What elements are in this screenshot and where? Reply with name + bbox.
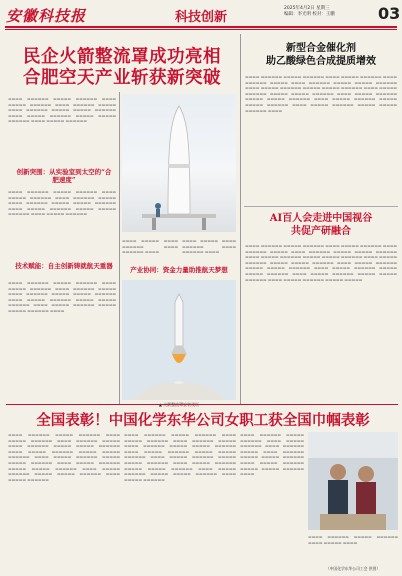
lead-body-text-2: ▬▬▬▬ ▬▬▬▬▬▬ ▬▬▬▬▬ ▬▬▬▬▬▬ ▬▬▬▬ ▬▬▬▬▬ ▬▬▬▬▬▬ ▬▬▬▬ ▬▬▬▬▬▬ ▬▬▬▬▬ ▬▬▬▬ ▬▬▬▬▬▬ ▬▬▬▬▬ ▬▬▬▬▬ ▬▬▬▬▬▬ ▬▬▬▬ ▬▬▬▬▬ ▬▬▬▬▬▬ ▬▬▬▬▬ ▬▬▬▬▬ ▬▬▬▬▬▬ ▬▬▬▬ ▬▬▬▬▬ ▬▬▬▬▬▬ [8,189,116,217]
story1-title-line2: 助乙酸绿色合成提质增效 [266,56,376,67]
banner-body-3: ▬▬▬▬ ▬▬▬▬▬▬ ▬▬▬▬▬ ▬▬▬▬▬▬ ▬▬▬▬ ▬▬▬▬▬ ▬▬▬▬▬▬ ▬▬▬▬ ▬▬▬▬▬▬ ▬▬▬▬▬ ▬▬▬▬ ▬▬▬▬▬▬ ▬▬▬▬▬ ▬▬▬▬▬ ▬▬▬▬▬▬ ▬▬▬▬ ▬▬▬▬▬ ▬▬▬▬▬▬ ▬▬▬▬▬ ▬▬▬▬▬ ▬▬▬▬▬▬ ▬▬▬▬ [240,432,304,477]
story2-title-line1: AI百人会走进中国视谷 [269,213,373,224]
date-line: 2025年4月2日 星期三 [284,6,330,11]
column-divider-right [240,34,241,404]
story2-title [244,212,398,238]
award-body: ▬▬▬▬ ▬▬▬▬▬▬ ▬▬▬▬▬ ▬▬▬▬▬▬ ▬▬▬▬ ▬▬▬▬▬ ▬▬▬▬ [308,534,398,545]
right-divider [244,206,398,207]
header-meta [284,6,376,18]
lead-headline [8,47,236,89]
section-title: 科技创新 [174,10,227,25]
lead-body-text-5: ▬▬▬▬ ▬▬▬▬▬ ▬▬▬▬ ▬▬▬▬▬▬ ▬▬▬▬ ▬▬▬▬▬▬ ▬▬▬▬ [182,238,236,255]
story1-title [244,42,398,68]
page-number: 03 [378,4,401,23]
story1-body: ▬▬▬▬ ▬▬▬▬▬▬ ▬▬▬▬▬ ▬▬▬▬▬▬ ▬▬▬▬ ▬▬▬▬▬ ▬▬▬▬▬▬ ▬▬▬▬ ▬▬▬▬▬▬ ▬▬▬▬▬ ▬▬▬▬ ▬▬▬▬▬▬ ▬▬▬▬▬ ▬▬▬▬▬ ▬▬▬▬▬▬ ▬▬▬▬ ▬▬▬▬▬ ▬▬▬▬▬▬ ▬▬▬▬▬ ▬▬▬▬▬ ▬▬▬▬▬▬ ▬▬▬▬ ▬▬▬▬▬ ▬▬▬▬▬▬ ▬▬▬▬▬ ▬▬▬▬▬ ▬▬▬▬▬▬ ▬▬▬▬ ▬▬▬▬▬ ▬▬▬▬▬▬ ▬▬▬▬▬ ▬▬▬▬▬ ▬▬▬▬▬▬ ▬▬▬▬ ▬▬▬▬▬ ▬▬▬▬▬▬ ▬▬▬▬▬ ▬▬▬▬▬ ▬▬▬▬▬▬ ▬▬▬▬ ▬▬▬▬▬ ▬▬▬▬▬▬ ▬▬▬▬▬ ▬▬▬▬▬ ▬▬▬▬▬▬ ▬▬▬▬ [245,74,397,113]
lead-body-text-3: ▬▬▬▬ ▬▬▬▬▬▬ ▬▬▬▬▬ ▬▬▬▬▬▬ ▬▬▬▬ ▬▬▬▬▬ ▬▬▬▬▬▬ ▬▬▬▬ ▬▬▬▬▬▬ ▬▬▬▬▬ ▬▬▬▬ ▬▬▬▬▬▬ ▬▬▬▬▬ ▬▬▬▬▬ ▬▬▬▬▬▬ ▬▬▬▬ ▬▬▬▬▬ ▬▬▬▬▬▬ ▬▬▬▬▬ ▬▬▬▬▬ ▬▬▬▬▬▬ ▬▬▬▬ ▬▬▬▬▬ ▬▬▬▬▬▬ ▬▬▬▬▬ ▬▬▬▬▬ ▬▬▬▬▬▬ ▬▬▬▬ [8,280,116,313]
lead-body-text-4: ▬▬▬▬ ▬▬▬▬▬ ▬▬▬▬ ▬▬▬▬▬▬ ▬▬▬▬ ▬▬▬▬▬▬ ▬▬▬▬ [122,238,178,255]
rocket-launch-photo [122,280,236,400]
subhead-1: 创新突围：从实验室到太空的“合肥速度” [16,168,112,184]
column-divider [119,92,120,404]
lead-headline-line2: 合肥空天产业斩获新突破 [23,68,221,88]
header-rule [5,26,397,28]
story2-body: ▬▬▬▬ ▬▬▬▬▬▬ ▬▬▬▬▬ ▬▬▬▬▬▬ ▬▬▬▬ ▬▬▬▬▬ ▬▬▬▬▬▬ ▬▬▬▬ ▬▬▬▬▬▬ ▬▬▬▬▬ ▬▬▬▬ ▬▬▬▬▬▬ ▬▬▬▬▬ ▬▬▬▬▬ ▬▬▬▬▬▬ ▬▬▬▬ ▬▬▬▬▬ ▬▬▬▬▬▬ ▬▬▬▬▬ ▬▬▬▬▬ ▬▬▬▬▬▬ ▬▬▬▬ ▬▬▬▬▬ ▬▬▬▬▬▬ ▬▬▬▬▬ ▬▬▬▬▬ ▬▬▬▬▬▬ ▬▬▬▬ ▬▬▬▬▬ ▬▬▬▬▬▬ ▬▬▬▬▬ ▬▬▬▬▬ ▬▬▬▬▬▬ ▬▬▬▬ ▬▬▬▬▬ ▬▬▬▬▬▬ ▬▬▬▬▬ ▬▬▬▬▬ ▬▬▬▬▬▬ ▬▬▬▬ ▬▬▬▬▬ ▬▬▬▬▬▬ ▬▬▬▬▬ ▬▬▬▬▬ ▬▬▬▬▬▬ ▬▬▬▬ ▬▬▬▬▬ ▬▬▬▬▬▬ ▬▬▬▬▬ ▬▬▬▬▬ [245,243,397,282]
story1-title-line1: 新型合金催化剂 [286,43,356,54]
story2-title-line2: 共促产研融合 [291,226,351,237]
subhead-3: 产业协同：资金力量助推航天梦想 [130,266,228,274]
banner-rule [6,404,398,405]
award-photo [308,432,398,530]
award-caption: （中国化学东华公司工会 供图） [325,566,381,571]
masthead: 安徽科技报 [6,7,87,25]
banner-headline: 全国表彰！中国化学东华公司女职工获全国巾帼表彰 [36,412,370,429]
subhead-2: 技术赋能：自主创新铸就航天重器 [15,262,113,270]
photo-caption [122,402,236,408]
rocket-fairing-illustration [122,94,236,232]
lead-headline-line1: 民企火箭整流罩成功亮相 [23,47,221,67]
rocket-launch-illustration [122,280,236,400]
banner-body-1: ▬▬▬▬ ▬▬▬▬▬▬ ▬▬▬▬▬ ▬▬▬▬▬▬ ▬▬▬▬ ▬▬▬▬▬ ▬▬▬▬▬▬ ▬▬▬▬ ▬▬▬▬▬▬ ▬▬▬▬▬ ▬▬▬▬ ▬▬▬▬▬▬ ▬▬▬▬▬ ▬▬▬▬▬ ▬▬▬▬▬▬ ▬▬▬▬ ▬▬▬▬▬ ▬▬▬▬▬▬ ▬▬▬▬▬ ▬▬▬▬▬ ▬▬▬▬▬▬ ▬▬▬▬ ▬▬▬▬▬ ▬▬▬▬▬▬ ▬▬▬▬▬ ▬▬▬▬▬ ▬▬▬▬▬▬ ▬▬▬▬ ▬▬▬▬▬ ▬▬▬▬▬▬ ▬▬▬▬▬ ▬▬▬▬▬ ▬▬▬▬▬▬ ▬▬▬▬ ▬▬▬▬▬ ▬▬▬▬▬▬ ▬▬▬▬▬ ▬▬▬▬▬ ▬▬▬▬▬▬ ▬▬▬▬ ▬▬▬▬▬ ▬▬▬▬▬▬ [8,432,120,482]
banner-body-2: ▬▬▬▬ ▬▬▬▬▬▬ ▬▬▬▬▬ ▬▬▬▬▬▬ ▬▬▬▬ ▬▬▬▬▬ ▬▬▬▬▬▬ ▬▬▬▬ ▬▬▬▬▬▬ ▬▬▬▬▬ ▬▬▬▬ ▬▬▬▬▬▬ ▬▬▬▬▬ ▬▬▬▬▬ ▬▬▬▬▬▬ ▬▬▬▬ ▬▬▬▬▬ ▬▬▬▬▬▬ ▬▬▬▬▬ ▬▬▬▬▬ ▬▬▬▬▬▬ ▬▬▬▬ ▬▬▬▬▬ ▬▬▬▬▬▬ ▬▬▬▬▬ ▬▬▬▬▬ ▬▬▬▬▬▬ ▬▬▬▬ ▬▬▬▬▬ ▬▬▬▬▬▬ ▬▬▬▬▬ ▬▬▬▬▬ ▬▬▬▬▬▬ ▬▬▬▬ ▬▬▬▬▬ ▬▬▬▬▬▬ ▬▬▬▬▬ ▬▬▬▬▬ ▬▬▬▬▬▬ ▬▬▬▬ ▬▬▬▬▬ ▬▬▬▬▬▬ [124,432,236,482]
award-photo-illustration [308,432,398,530]
lead-body-text: ▬▬▬▬ ▬▬▬▬▬▬ ▬▬▬▬▬ ▬▬▬▬▬▬ ▬▬▬▬ ▬▬▬▬▬ ▬▬▬▬▬▬ ▬▬▬▬ ▬▬▬▬▬▬ ▬▬▬▬▬ ▬▬▬▬ ▬▬▬▬▬▬ ▬▬▬▬▬ ▬▬▬▬▬ ▬▬▬▬▬▬ ▬▬▬▬ ▬▬▬▬▬ ▬▬▬▬▬▬ ▬▬▬▬▬ ▬▬▬▬▬ ▬▬▬▬▬▬ ▬▬▬▬ ▬▬▬▬▬ ▬▬▬▬▬▬ [8,96,116,124]
rocket-fairing-photo [122,94,236,232]
header-rule-thin [5,29,397,30]
editor-line: 编辑：李光明 校对：王鹏 [284,12,335,17]
